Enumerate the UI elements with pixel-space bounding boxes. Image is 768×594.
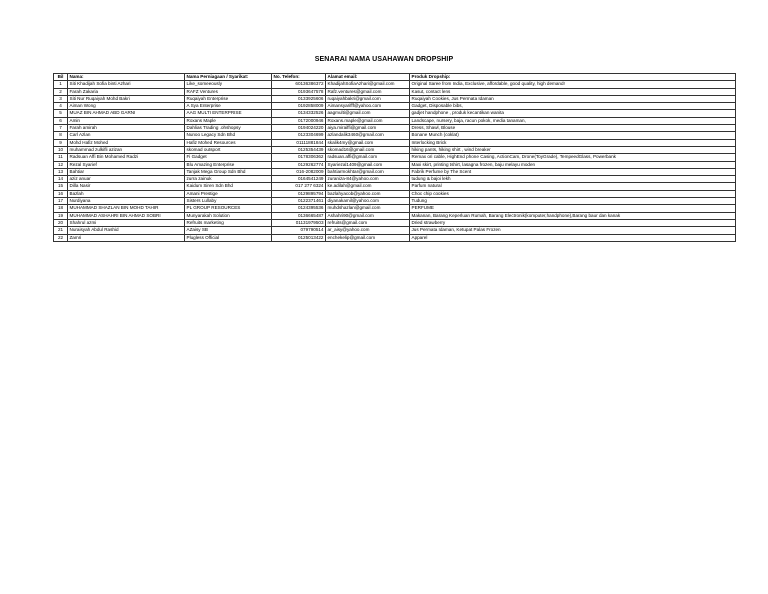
header-email: Alamat email: [326,74,410,81]
cell-nama: Siti Nur Ruqaiyah Mohd Bakri [68,95,185,102]
cell-email: diyanakamil@yahoo.com [326,198,410,205]
cell-email: refruits@gmail.com [326,219,410,226]
cell-produk: PERFUME [410,205,736,212]
header-produk: Produk Dropship: [410,74,736,81]
cell-nama: Radsuan Affi Bin Mohamed Radzi [68,154,185,161]
cell-telefon: 01111881844 [272,139,326,146]
table-row [54,146,736,153]
cell-bil: 13 [54,168,68,175]
cell-produk: Fabrik Perfume by The Scent [410,168,736,175]
cell-perniagaan: Sisters Lullaby [185,198,272,205]
table-row [54,219,736,226]
header-bil: Bil [54,74,68,81]
cell-perniagaan: Munyarakah Solution [185,212,272,219]
cell-telefon: 0172000946 [272,117,326,124]
cell-email: radsuan.affi@gmail.com [326,154,410,161]
page-title: SENARAI NAMA USAHAWAN DROPSHIP [314,56,454,63]
cell-perniagaan: zurra zainuk [185,176,272,183]
cell-bil: 18 [54,205,68,212]
cell-email: Syariezal1409@gmail.com [326,161,410,168]
cell-produk: tudung & bajoi lekh [410,176,736,183]
cell-perniagaan: skomad outsport [185,146,272,153]
table-row [54,168,736,175]
cell-produk: Tudung [410,198,736,205]
cell-nama: Farah Zakaria [68,88,185,95]
cell-telefon: 0125013422 [272,234,326,241]
cell-telefon: 0192858009 [272,103,326,110]
cell-nama: Dilla Nasir [68,183,185,190]
cell-produk: Remax ori cable, HighEnd phone Casing, ActionCam, Drone(ToyGrade), TempeedGlass, Powerbank [410,154,736,161]
cell-telefon: 0129895794 [272,190,326,197]
cell-telefon: 079790514 [272,227,326,234]
cell-email: zuraniza-84@yahoo.com [326,176,410,183]
cell-perniagaan: Hafiz Mohed Resources [185,139,272,146]
table-row [54,110,736,117]
table-row [54,154,736,161]
cell-nama: Rezal Syarief [68,161,185,168]
cell-perniagaan: Amani Prestige [185,190,272,197]
cell-produk: gadjet handphone , produk kecantikan wanita [410,110,736,117]
cell-produk: Parfum natural [410,183,736,190]
cell-telefon: 60136386372 [272,81,326,88]
cell-bil: 15 [54,183,68,190]
header-row [54,74,736,81]
cell-telefon: 0194024220 [272,125,326,132]
table-row [54,205,736,212]
cell-produk: Dried strawberry [410,219,736,226]
cell-bil: 22 [54,234,68,241]
table-body [54,81,736,242]
cell-email: Roxans.maple@gmail.com [326,117,410,124]
cell-email: aiya.miraiffi@gmail.com [326,125,410,132]
cell-nama: Amin [68,117,185,124]
cell-perniagaan: Kaidum Siren Sdn Bhd [185,183,272,190]
cell-perniagaan: Tanjak Mega Group Sdn Bhd [185,168,272,175]
cell-telefon: 0125354439 [272,146,326,153]
cell-telefon: 0164541249 [272,176,326,183]
cell-bil: 6 [54,117,68,124]
table-row [54,198,736,205]
cell-bil: 1 [54,81,68,88]
cell-perniagaan: Refruits marketing [185,219,272,226]
cell-telefon: 0193647578 [272,88,326,95]
cell-produk: Original Saree from India, Exclusive, affordable, good quality, high demand! [410,81,736,88]
cell-perniagaan: Dahlias Trading .ohshopsy [185,125,272,132]
cell-bil: 7 [54,125,68,132]
table-row [54,117,736,124]
dropship-table [53,73,736,242]
cell-telefon: 0122371461 [272,198,326,205]
cell-produk: Maxi skirt, printing tshirt, lasagna frozen, baju melayu moden [410,161,736,168]
cell-bil: 3 [54,95,68,102]
cell-telefon: 016-2082009 [272,168,326,175]
table-row [54,95,736,102]
cell-email: skalik4my@gmail.com [326,139,410,146]
cell-nama: Mohd Hafiz Mohed [68,139,185,146]
cell-email: enchekelip@gmail.com [326,234,410,241]
cell-nama: Siti Khadijah Sofia binti Azhari [68,81,185,88]
cell-email: bazlahyacob@yahoo.com [326,190,410,197]
cell-telefon: 0129262774 [272,161,326,168]
cell-email: skomad16@gmail.com [326,146,410,153]
cell-perniagaan: Fi Gadget [185,154,272,161]
header-perniagaan: Nama Perniagaan / Syarikat: [185,74,272,81]
cell-produk: Kasut, contact lens [410,88,736,95]
table-row [54,125,736,132]
cell-email: KhadijahSofiaAzhari@gmail.com [326,81,410,88]
cell-nama: MUHAMMAD SHAZLAN BIN MOHD TAHIR [68,205,185,212]
cell-produk: hiking pants, hiking shirt , wind breaker [410,146,736,153]
cell-email: bahtiarmokhtar@gmail.com [326,168,410,175]
cell-perniagaan: PL GROUP RESOURCES [185,205,272,212]
cell-nama: Carl Azlan [68,132,185,139]
cell-telefon: 0124395536 [272,205,326,212]
table-row [54,139,736,146]
cell-produk: Dress, Shawl, Blouse [410,125,736,132]
cell-bil: 2 [54,88,68,95]
table-row [54,103,736,110]
cell-email: aagmulti@gmail.com [326,110,410,117]
cell-produk: Ruqaiyah Cookies, Jus Permata Idaman [410,95,736,102]
cell-bil: 19 [54,212,68,219]
table-row [54,88,736,95]
cell-email: Rafz.ventures@gmail.com [326,88,410,95]
cell-bil: 21 [54,227,68,234]
cell-bil: 9 [54,139,68,146]
cell-telefon: 01131979503 [272,219,326,226]
cell-produk: Landscape, nursery, baja, racun pokok, media tanaman, [410,117,736,124]
cell-email: azlandalik3460@gmail.com [326,132,410,139]
cell-produk: Bonane Munch (coklat) [410,132,736,139]
cell-nama: Farah amirah [68,125,185,132]
cell-telefon: 017 277 6324 [272,183,326,190]
cell-email: Ashahri90@gmail.com [326,212,410,219]
cell-email: ar_aisy@yahoo.com [326,227,410,234]
cell-nama: Zamri [68,234,185,241]
table-row [54,190,736,197]
cell-nama: Bahtiar [68,168,185,175]
cell-bil: 11 [54,154,68,161]
table-row [54,212,736,219]
table-row [54,161,736,168]
cell-nama: aziz anuar [68,176,185,183]
cell-telefon: 0136665487 [272,212,326,219]
cell-nama: Bazlah [68,190,185,197]
cell-perniagaan: Nunoo Legacy Sdn Bhd [185,132,272,139]
cell-telefon: 0178306362 [272,154,326,161]
cell-email: Aimansyarifff@yahoo.com [326,103,410,110]
cell-telefon: 0133925606 [272,95,326,102]
cell-perniagaan: Like_someeously [185,81,272,88]
cell-nama: Aiman Wong [68,103,185,110]
cell-email: muhdshazlan@gmail.com [326,205,410,212]
cell-perniagaan: Plugless Official [185,234,272,241]
cell-bil: 10 [54,146,68,153]
cell-nama: MUAZ BIN AHMAD ABD GARNI [68,110,185,117]
cell-produk: Apparel [410,234,736,241]
cell-nama: Shahrul azmi [68,219,185,226]
table-row [54,81,736,88]
cell-telefon: 0123304699 [272,132,326,139]
table-row [54,176,736,183]
cell-produk: Makanan, Barang Keperluan Rumah, Barang Electronik(komputer,handphone),Barang baur dan kanak [410,212,736,219]
cell-email: ruqaiyahbakri@gmail.com [326,95,410,102]
cell-nama: muhammad zulkifli azizan [68,146,185,153]
cell-telefon: 0134332526 [272,110,326,117]
cell-perniagaan: AAG MULTI ENTERPRISE [185,110,272,117]
cell-bil: 14 [54,176,68,183]
table-row [54,183,736,190]
cell-perniagaan: Blu Amazing Enterprise [185,161,272,168]
cell-bil: 16 [54,190,68,197]
table-row [54,227,736,234]
table-row [54,132,736,139]
cell-nama: MUHAMMAD ASHAHRI BIN AHMAD SOBRI [68,212,185,219]
cell-perniagaan: Ruqaiyah Enterprise [185,95,272,102]
cell-nama: Nuraisyah Abdul Rashid [68,227,185,234]
cell-produk: Interlocking Brick [410,139,736,146]
cell-nama: Nurdiyana [68,198,185,205]
cell-produk: Gadget, Disposable bibs, [410,103,736,110]
cell-perniagaan: AZaisy SB [185,227,272,234]
cell-perniagaan: Roxans Maple [185,117,272,124]
header-telefon: No. Telefon: [272,74,326,81]
cell-perniagaan: RAFZ Ventures [185,88,272,95]
cell-produk: Choc chip cookies [410,190,736,197]
header-nama: Nama: [68,74,185,81]
cell-bil: 17 [54,198,68,205]
table-row [54,234,736,241]
cell-bil: 12 [54,161,68,168]
cell-produk: Jus Permata Idaman, Ketupat Palas Frozen [410,227,736,234]
cell-bil: 8 [54,132,68,139]
cell-bil: 5 [54,110,68,117]
cell-bil: 4 [54,103,68,110]
cell-email: ke.adilah@gmail.com [326,183,410,190]
cell-perniagaan: A Sya Enterprise [185,103,272,110]
cell-bil: 20 [54,219,68,226]
